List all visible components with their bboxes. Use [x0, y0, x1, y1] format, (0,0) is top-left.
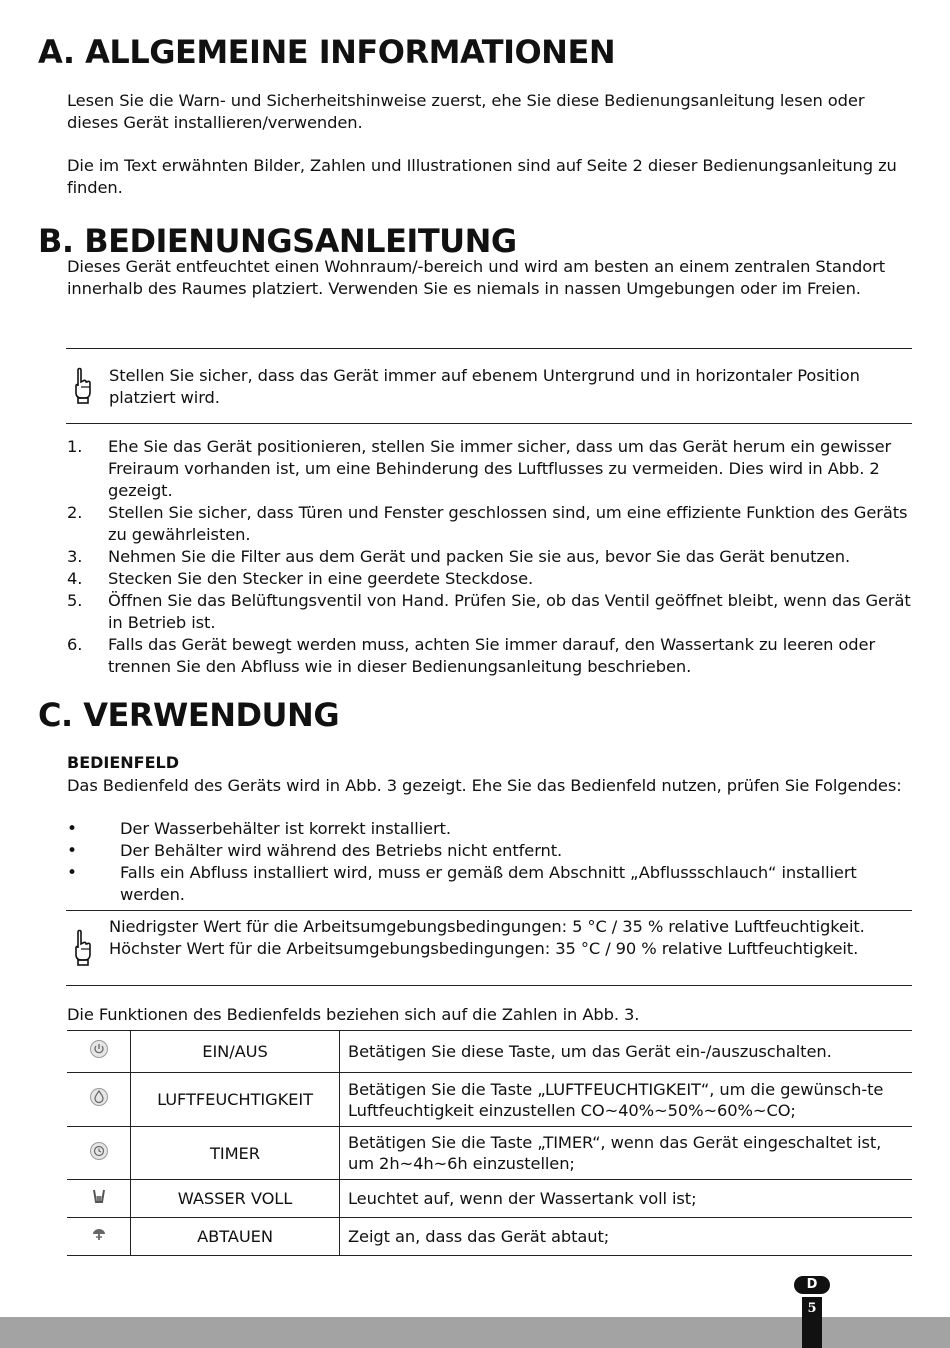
table-intro: Die Funktionen des Bedienfelds beziehen sich auf die Zahlen in Abb. 3.	[67, 1005, 640, 1024]
function-description: Zeigt an, dass das Gerät abtaut;	[340, 1218, 913, 1256]
note-divider-bottom	[66, 423, 912, 424]
table-cell-icon	[67, 1218, 131, 1256]
note-divider-bottom	[66, 985, 912, 986]
step-number: 6.	[67, 635, 83, 654]
bullet-text: Der Behälter wird während des Betriebs nicht entfernt.	[120, 841, 563, 860]
step-text: Stecken Sie den Stecker in eine geerdete Steckdose.	[108, 569, 534, 588]
step-number: 4.	[67, 569, 83, 588]
function-name: TIMER	[131, 1127, 340, 1180]
section-b-intro: Dieses Gerät entfeuchtet einen Wohnraum/-bereich und wird am besten an einem zentralen Standort innerhalb des Raumes platziert. Verwenden Sie es niemals in nassen Umgebungen oder im Freien.	[67, 257, 885, 298]
page-number: 5	[807, 1301, 817, 1316]
defrost-icon	[91, 1226, 107, 1242]
bullet-symbol: •	[67, 841, 77, 861]
list-item	[67, 546, 917, 568]
bullet-symbol: •	[67, 819, 77, 839]
power-icon	[89, 1039, 109, 1059]
step-text: Stellen Sie sicher, dass Türen und Fenster geschlossen sind, um eine effiziente Funktion des Geräts zu gewährleisten.	[108, 503, 908, 544]
function-name: EIN/AUS	[131, 1031, 340, 1073]
function-description: Betätigen Sie die Taste „LUFTFEUCHTIGKEIT“, um die gewünsch-te Luftfeuchtigkeit einzustellen CO~40%~50%~60%~CO;	[340, 1073, 913, 1127]
section-b-heading: B. BEDIENUNGSANLEITUNG	[38, 222, 517, 260]
note-divider-top	[66, 348, 912, 349]
function-name: WASSER VOLL	[131, 1180, 340, 1218]
step-text: Nehmen Sie die Filter aus dem Gerät und packen Sie sie aus, bevor Sie das Gerät benutzen.	[108, 547, 851, 566]
language-badge: D	[794, 1276, 830, 1294]
function-description: Leuchtet auf, wenn der Wassertank voll ist;	[340, 1180, 913, 1218]
humidity-drop-icon	[89, 1087, 109, 1107]
table-row	[67, 1180, 912, 1218]
step-number: 1.	[67, 437, 83, 456]
table-cell-icon	[67, 1073, 131, 1127]
table-cell-icon	[67, 1127, 131, 1180]
setup-steps	[67, 436, 917, 678]
table-row	[67, 1031, 912, 1073]
table-row	[67, 1127, 912, 1180]
table-row	[67, 1218, 912, 1256]
function-description: Betätigen Sie die Taste „TIMER“, wenn das Gerät eingeschaltet ist, um 2h~4h~6h einzustellen;	[340, 1127, 913, 1180]
list-item	[67, 590, 917, 634]
section-a-paragraph-1: Lesen Sie die Warn- und Sicherheitshinweise zuerst, ehe Sie diese Bedienungsanleitung lesen oder dieses Gerät installieren/verwenden.	[67, 91, 865, 132]
table-cell-icon	[67, 1031, 131, 1073]
bullet-text: Falls ein Abfluss installiert wird, muss er gemäß dem Abschnitt „Abflussschlauch“ installiert werden.	[120, 863, 857, 904]
function-name: ABTAUEN	[131, 1218, 340, 1256]
list-item	[67, 502, 917, 546]
section-a-paragraph-2: Die im Text erwähnten Bilder, Zahlen und Illustrationen sind auf Seite 2 dieser Bedienungsanleitung zu finden.	[67, 156, 897, 197]
pointing-hand-icon	[72, 928, 94, 966]
step-number: 2.	[67, 503, 83, 522]
note-divider-top	[66, 910, 912, 911]
table-cell-icon	[67, 1180, 131, 1218]
control-panel-functions-table	[67, 1030, 912, 1256]
list-item	[67, 634, 917, 678]
section-c-heading: C. VERWENDUNG	[38, 696, 340, 734]
section-c-note: Niedrigster Wert für die Arbeitsumgebungsbedingungen: 5 °C / 35 % relative Luftfeuchtigkeit. Höchster Wert für die Arbeitsumgebungsbedingungen: 35 °C / 90 % relative Luftfeuchtigkeit.	[109, 917, 865, 958]
list-item	[67, 840, 917, 862]
section-a-heading: A. ALLGEMEINE INFORMATIONEN	[38, 33, 616, 71]
control-panel-subheading: BEDIENFELD	[67, 753, 180, 772]
timer-icon	[89, 1141, 109, 1161]
pointing-hand-icon	[72, 366, 94, 404]
check-bullets	[67, 818, 917, 906]
list-item	[67, 818, 917, 840]
step-text: Falls das Gerät bewegt werden muss, achten Sie immer darauf, den Wassertank zu leeren oder trennen Sie den Abfluss wie in dieser Bedienungsanleitung beschrieben.	[108, 635, 876, 676]
step-text: Ehe Sie das Gerät positionieren, stellen Sie immer sicher, dass um das Gerät herum ein gewisser Freiraum vorhanden ist, um eine Behinderung des Luftflusses zu vermeiden. Dies wird in Abb. 2 gezeigt.	[108, 437, 892, 500]
bullet-text: Der Wasserbehälter ist korrekt installiert.	[120, 819, 451, 838]
bullet-symbol: •	[67, 863, 77, 883]
list-item	[67, 436, 917, 502]
function-description: Betätigen Sie diese Taste, um das Gerät ein-/auszuschalten.	[340, 1031, 913, 1073]
list-item	[67, 568, 917, 590]
step-text: Öffnen Sie das Belüftungsventil von Hand. Prüfen Sie, ob das Ventil geöffnet bleibt, wenn das Gerät in Betrieb ist.	[108, 591, 911, 632]
table-row	[67, 1073, 912, 1127]
function-name: LUFTFEUCHTIGKEIT	[131, 1073, 340, 1127]
step-number: 5.	[67, 591, 83, 610]
list-item	[67, 862, 917, 906]
step-number: 3.	[67, 547, 83, 566]
water-full-icon	[91, 1188, 107, 1204]
section-b-note: Stellen Sie sicher, dass das Gerät immer auf ebenem Untergrund und in horizontaler Position platziert wird.	[109, 366, 860, 407]
section-c-intro: Das Bedienfeld des Geräts wird in Abb. 3 gezeigt. Ehe Sie das Bedienfeld nutzen, prüfen Sie Folgendes:	[67, 776, 902, 795]
